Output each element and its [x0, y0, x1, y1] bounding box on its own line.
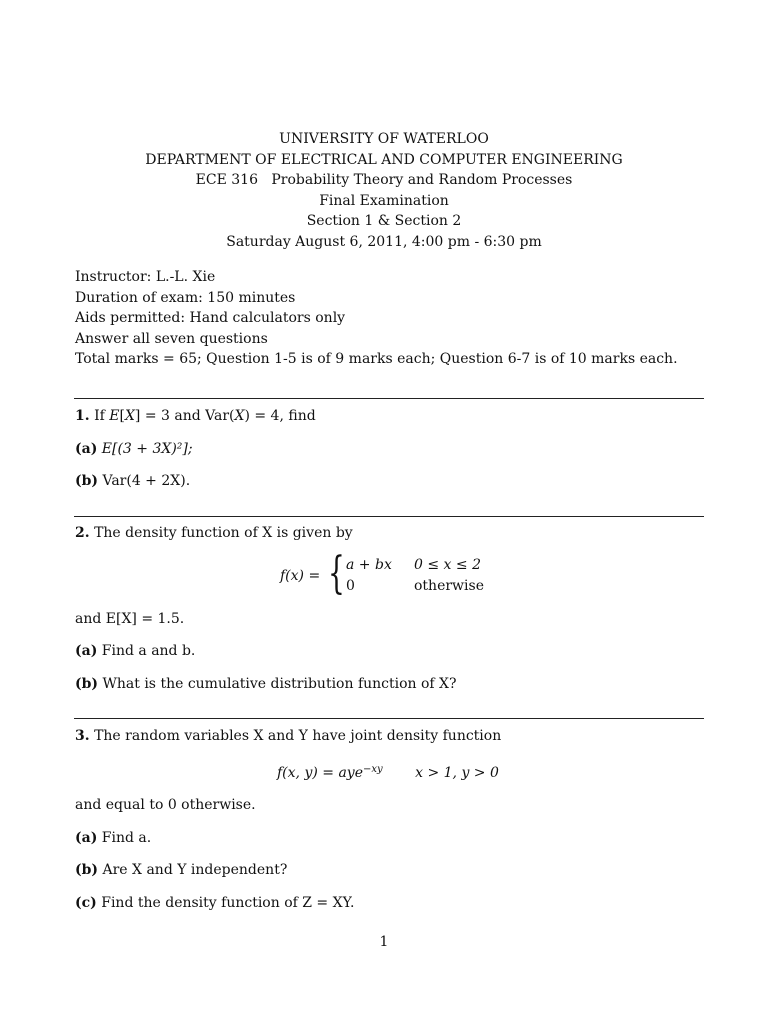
- marks-line: Total marks = 65; Question 1-5 is of 9 marks each; Question 6-7 is of 10 marks each.: [75, 351, 678, 368]
- exam-sections: Section 1 & Section 2: [306, 213, 462, 230]
- q3-part-c: (c) Find the density function of Z = XY.: [75, 895, 355, 911]
- divider-rule: [74, 516, 704, 517]
- q1-part-b: (b) Var(4 + 2X).: [75, 473, 191, 489]
- q2-given: and E[X] = 1.5.: [75, 611, 185, 627]
- page-number: 1: [379, 934, 389, 950]
- left-brace: {: [328, 548, 345, 599]
- divider-rule: [74, 398, 704, 399]
- course-title: ECE 316 Probability Theory and Random Processes: [195, 172, 573, 189]
- exam-datetime: Saturday August 6, 2011, 4:00 pm - 6:30 pm: [226, 233, 542, 250]
- q1-number: 1.: [75, 408, 90, 424]
- exam-title: Final Examination: [319, 192, 449, 209]
- q3-otherwise: and equal to 0 otherwise.: [75, 797, 256, 813]
- university-name: UNIVERSITY OF WATERLOO: [279, 131, 489, 147]
- q1-part-a: (a) E[(3 + 3X)²];: [75, 441, 193, 457]
- divider-rule: [74, 718, 704, 719]
- q2-part-a: (a) Find a and b.: [75, 643, 196, 659]
- q3-part-a: (a) Find a.: [75, 830, 152, 846]
- q3-stem: 3. The random variables X and Y have joint density function: [75, 728, 502, 744]
- q3-part-b: (b) Are X and Y independent?: [75, 862, 288, 878]
- q3-number: 3.: [75, 728, 90, 744]
- q2-part-b: (b) What is the cumulative distribution function of X?: [75, 676, 457, 692]
- instructor-line: Instructor: L.-L. Xie: [75, 269, 216, 285]
- aids-line: Aids permitted: Hand calculators only: [75, 310, 346, 327]
- q2-piecewise-function: f(x) = { a + bx 0 ≤ x ≤ 2 0 otherwise: [280, 548, 484, 599]
- exam-header: [0, 129, 768, 253]
- q2-stem: 2. The density function of X is given by: [75, 525, 353, 541]
- duration-line: Duration of exam: 150 minutes: [75, 289, 296, 306]
- q1-stem: 1. If E[X] = 3 and Var(X) = 4, find: [75, 408, 316, 424]
- q2-number: 2.: [75, 525, 90, 541]
- q3-formula: f(x, y) = aye$^{-xy}$ x > 1, y > 0: [277, 764, 499, 781]
- exam-info: [75, 267, 678, 370]
- answer-line: Answer all seven questions: [75, 330, 268, 347]
- department-name: DEPARTMENT OF ELECTRICAL AND COMPUTER ENGINEERING: [145, 151, 623, 168]
